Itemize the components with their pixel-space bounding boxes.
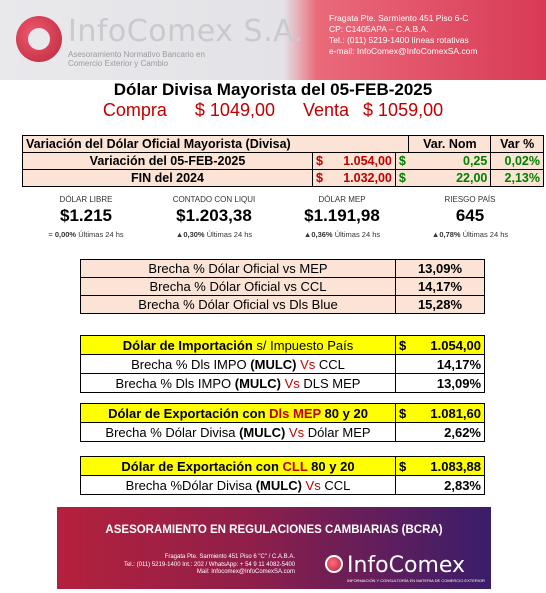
table-row: Brecha % Dólar Oficial vs CCL 14,17% (81, 278, 485, 296)
table-row: Brecha % Dólar Oficial vs MEP 13,09% (81, 260, 485, 278)
header-address: Fragata Pte. Sarmiento 451 Piso 6-C CP: C1405APA – C.A.B.A. Tel.: (011) 5219-1400 líneas rotativas e-mail: InfoComex@InfoComexSA.com (329, 13, 478, 56)
footer-title: ASESORAMIENTO EN REGULACIONES CAMBIARIAS (BCRA) (105, 524, 443, 536)
up-triangle-icon: ▲ (303, 230, 312, 239)
quote-card-dolar-libre: DÓLAR LIBRE $1.215 = 0,00% Últimas 24 hs (48, 195, 124, 239)
footer-tagline: INFORMACIÓN Y CONSULTORÍA EN MATERIA DE COMERCIO EXTERIOR (347, 578, 485, 583)
compra-value: $ 1049,00 (194, 100, 275, 120)
quote-cards (22, 192, 534, 250)
var-pct-header: Var % (491, 136, 544, 153)
header-banner (0, 0, 546, 80)
table-row: Variación del 05-FEB-2025 $ 1.054,00 $ 0,25 0,02% (23, 153, 544, 170)
table-row: Brecha % Dls IMPO (MULC) Vs CCL 14,17% (81, 355, 485, 374)
table-row: Brecha % Dólar Divisa (MULC) Vs Dólar MEP 2,62% (81, 423, 485, 442)
importacion-header-row: Dólar de Importación s/ Impuesto País $ 1.054,00 (81, 336, 485, 355)
venta-label: Venta (302, 100, 350, 120)
table-row: Brecha % Dólar Oficial vs Dls Blue 15,28% (81, 296, 485, 314)
exportacion-mep-table (80, 403, 485, 442)
logo-text: InfoComex S.A. (68, 14, 304, 49)
quote-card-riesgo-pais: RIESGO PAÍS 645 ▲0,78% Últimas 24 hs (431, 195, 509, 239)
table-row: Brecha % Dls IMPO (MULC) Vs DLS MEP 13,09% (81, 374, 485, 393)
logo-subtitle: Asesoramiento Normativo Bancario en Comercio Exterior y Cambio (68, 50, 205, 68)
footer-address: Fragata Pte. Sarmiento 451 Piso 6 "C" / C.A.B.A. Tel.: (011) 5219-1400 Int.: 202 / WhatsApp: + 54 9 11 4082-5400 Mail: Infocomex@InfoComexSA.com (123, 554, 295, 575)
table-row: FIN del 2024 $ 1.032,00 $ 22,00 2,13% (23, 170, 544, 187)
table-row: Brecha %Dólar Divisa (MULC) Vs CCL 2,83% (81, 476, 485, 495)
up-triangle-icon: ▲ (431, 230, 440, 239)
compra-label: Compra (102, 100, 167, 120)
exportacion-ccl-table (80, 456, 485, 495)
quote-card-mep: DÓLAR MEP $1.191,98 ▲0,36% Últimas 24 hs (303, 195, 381, 239)
variation-header: Variación del Dólar Oficial Mayorista (Divisa) (23, 136, 409, 153)
venta-value: $ 1059,00 (363, 100, 444, 120)
footer-banner (57, 507, 491, 589)
infocomex-logo-icon (325, 555, 343, 573)
infocomex-logo-icon (16, 16, 62, 62)
exportacion-ccl-header-row: Dólar de Exportación con CLL 80 y 20 $ 1.083,88 (81, 457, 485, 476)
price-bar (0, 100, 546, 121)
equals-icon: = (48, 230, 53, 239)
variation-table (22, 135, 544, 187)
page-title: Dólar Divisa Mayorista del 05-FEB-2025 (113, 80, 433, 99)
var-nom-header: Var. Nom (409, 136, 491, 153)
quote-card-ccl: CONTADO CON LIQUI $1.203,38 ▲0,30% Últimas 24 hs (172, 195, 256, 239)
footer-logo-text: InfoComex (347, 553, 466, 578)
importacion-table (80, 335, 485, 393)
brecha-table (80, 259, 485, 314)
exportacion-mep-header-row: Dólar de Exportación con Dls MEP 80 y 20 $ 1.081,60 (81, 404, 485, 423)
up-triangle-icon: ▲ (175, 230, 184, 239)
